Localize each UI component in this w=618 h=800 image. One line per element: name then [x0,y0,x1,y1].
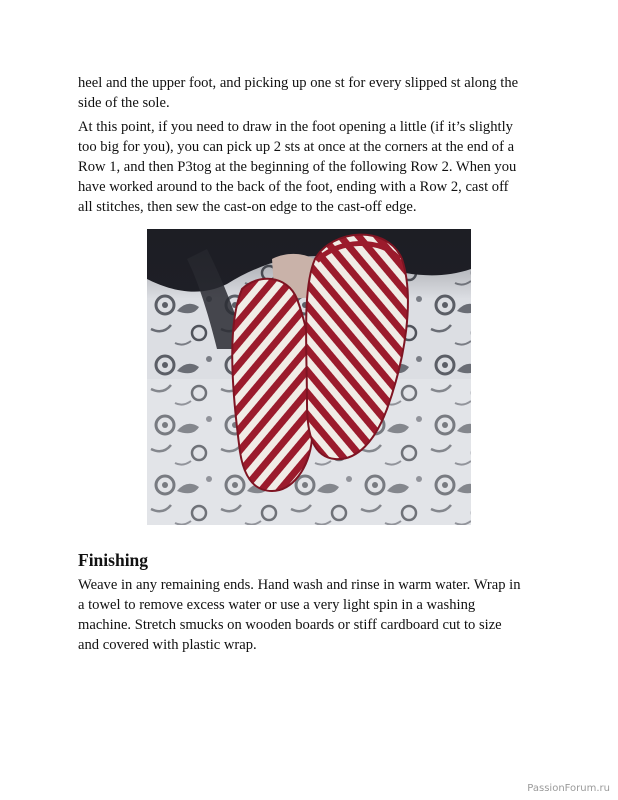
socks-photo [147,229,471,525]
text-line: heel and the upper foot, and picking up one st for every slipped st along the [78,75,519,91]
text-line: a towel to remove excess water or use a very light spin in a washing [78,597,476,613]
left-sock [232,279,314,491]
text-line: Weave in any remaining ends. Hand wash and rinse in warm water. Wrap in [78,577,521,593]
text-line: Row 1, and then P3tog at the beginning of the following Row 2. When you [78,159,517,175]
paragraph-foot-opening [78,117,546,217]
text-line: have worked around to the back of the foot, ending with a Row 2, cast off [78,179,509,195]
paragraph-finishing [78,575,546,655]
text-line: too big for you), you can pick up 2 sts at once at the corners at the end of a [78,139,515,155]
text-line: and covered with plastic wrap. [78,637,257,653]
text-line: side of the sole. [78,95,170,111]
text-line: machine. Stretch smucks on wooden boards or stiff cardboard cut to size [78,617,502,633]
paragraph-heel-pickup [78,73,546,113]
site-watermark: PassionForum.ru [527,783,610,794]
section-heading-finishing: Finishing [78,550,149,570]
socks-illustration [147,229,471,525]
text-line: At this point, if you need to draw in the foot opening a little (if it’s slightly [78,119,513,135]
text-line: all stitches, then sew the cast-on edge to the cast-off edge. [78,199,417,215]
